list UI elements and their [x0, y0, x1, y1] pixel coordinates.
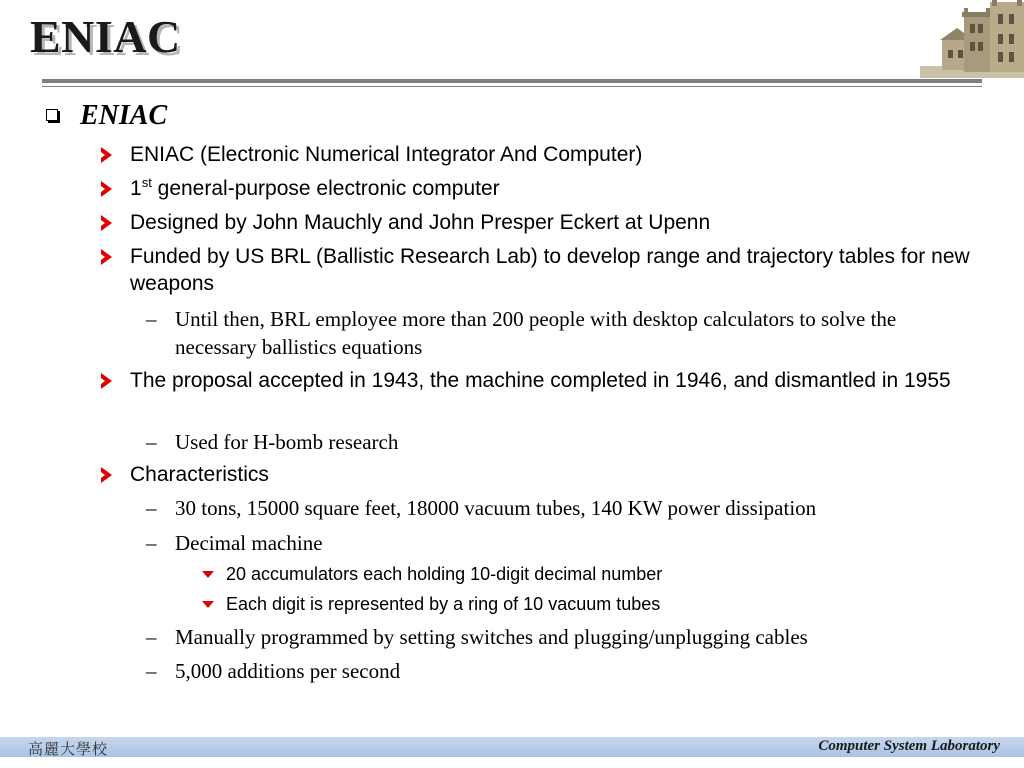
- sub-bullet-text: Until then, BRL employee more than 200 people with desktop calculators to solve the necessary ballistics equations: [175, 307, 897, 359]
- bullet-text: The proposal accepted in 1943, the machine completed in 1946, and dismantled in 1955: [130, 369, 951, 392]
- sub-sub-bullet-digit-ring: [202, 592, 962, 616]
- bullet-designers: [100, 209, 980, 236]
- footer-university-name: 高麗大學校: [28, 740, 109, 758]
- sub-bullet-text: 30 tons, 15000 square feet, 18000 vacuum tubes, 140 KW power dissipation: [175, 496, 817, 520]
- dash-marker: –: [146, 496, 157, 520]
- sub-bullet-physical-specs: [146, 494, 976, 522]
- red-triangle-down-icon: [202, 601, 214, 609]
- sub-bullet-speed: [146, 657, 976, 685]
- title-rule-thick: [42, 79, 982, 83]
- red-triangle-down-icon: [202, 571, 214, 579]
- level1-heading: [46, 100, 167, 132]
- dash-marker: –: [146, 625, 157, 649]
- bullet-characteristics: [100, 461, 980, 488]
- sub-sub-bullet-text: 20 accumulators each holding 10-digit decimal number: [226, 564, 663, 584]
- bullet-first-computer: [100, 175, 980, 202]
- red-chevron-right-icon: [100, 467, 112, 483]
- red-chevron-right-icon: [100, 373, 112, 389]
- red-chevron-right-icon: [100, 215, 112, 231]
- red-chevron-right-icon: [100, 181, 112, 197]
- sub-bullet-programming: [146, 623, 976, 651]
- sub-bullet-text: Used for H-bomb research: [175, 430, 399, 454]
- footer-bar: [0, 737, 1024, 757]
- bullet-text: Characteristics: [130, 463, 269, 486]
- bullet-text: ENIAC (Electronic Numerical Integrator And Computer): [130, 143, 643, 166]
- ordinal-suffix: st: [141, 175, 152, 190]
- bullet-text: Designed by John Mauchly and John Presper Eckert at Upenn: [130, 211, 711, 234]
- bullet-text: Funded by US BRL (Ballistic Research Lab) to develop range and trajectory tables for new weapons: [130, 245, 970, 295]
- dash-marker: –: [146, 307, 157, 331]
- red-chevron-right-icon: [100, 249, 112, 265]
- sub-bullet-brl-calculators: [146, 305, 976, 361]
- sub-bullet-text: 5,000 additions per second: [175, 659, 401, 683]
- sub-sub-bullet-accumulators: [202, 562, 962, 586]
- sub-bullet-decimal-machine: [146, 529, 976, 557]
- sub-bullet-h-bomb: [146, 428, 976, 456]
- slide-title: ENIAC: [30, 11, 181, 62]
- bullet-text: [130, 175, 980, 202]
- sub-bullet-text: Decimal machine: [175, 531, 323, 555]
- level1-heading-text: ENIAC: [80, 100, 168, 131]
- sub-bullet-text: Manually programmed by setting switches and plugging/unplugging cables: [175, 625, 808, 649]
- ordinal-number: 1: [130, 177, 142, 200]
- hollow-square-icon: [46, 109, 58, 121]
- dash-marker: –: [146, 531, 157, 555]
- university-building-icon: [912, 0, 1024, 78]
- dash-marker: –: [146, 430, 157, 454]
- title-rule-thin: [42, 86, 982, 87]
- dash-marker: –: [146, 659, 157, 683]
- bullet-proposal-dates: [100, 367, 980, 394]
- bullet-funding: [100, 243, 980, 297]
- bullet-text-rest: general-purpose electronic computer: [151, 177, 500, 200]
- bullet-eniac-name: [100, 141, 980, 168]
- red-chevron-right-icon: [100, 147, 112, 163]
- sub-sub-bullet-text: Each digit is represented by a ring of 10 vacuum tubes: [226, 594, 661, 614]
- footer-lab-name: Computer System Laboratory: [818, 738, 1000, 754]
